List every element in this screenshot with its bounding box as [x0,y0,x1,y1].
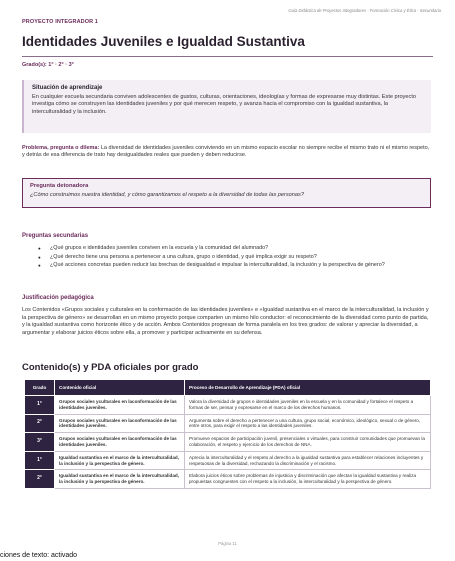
justification-heading: Justificación pedagógica [22,295,94,301]
trigger-text: ¿Cómo construimos nuestra identidad, y cómo garantizamos el respeto a la diversidad de todas las personas? [30,192,304,198]
grade-cell: 1° [25,451,55,470]
pda-cell: Promueve espacios de participación juvenil, presenciales o virtuales, para construir comunidades que promuevan la colaboración, el respeto y ejercicio de los derechos de NNA. [185,433,431,452]
problem-paragraph [22,145,431,160]
situation-heading: Situación de aprendizaje [32,85,103,91]
content-cell: Grupos sociales yculturales en laconformación de las identidades juveniles. [55,414,185,433]
pda-cell: Argumenta sobre el derecho a pertenecer a una cultura, grupo social, económico, ideológico, sexual o de género, entre otros, para exigir el respeto a las identidades juveniles. [185,414,431,433]
pda-cell: Elabora juicios éticos sobre problemas de injusticia y discriminación que afectan la igualdad sustantiva y realiza propuestas congruentes con el respeto a la inclusión, la interculturalidad y la perspectiva de género. [185,470,431,489]
situation-text: En cualquier escuela secundaria conviven adolescentes de gustos, culturas, orientaciones, ideologías y formas de expresarse muy distintas. Este proyecto investiga cómo se construyen las identidades juveniles y por qué merecen respeto, y avanza hacia el compromiso con la igualdad sustantiva, la interculturalidad y la inclusión. [32,94,417,115]
title-divider [22,56,433,57]
justification-text: Los Contenidos «Grupos sociales y culturales en la conformación de las identidades juveniles» e «Igualdad sustantiva en el marco de la interculturalidad, la inclusión y la perspectiva de género» se desarrollan en un mismo proyecto porque comparten un mismo hilo conductor: el reconocimiento de la diversidad como punto de partida, y la igualdad sustantiva como horizonte ético y de acción. Ambos Contenidos progresan de forma paralela en los tres grados: de valorar y apreciar la diversidad, a argumentar y elaborar juicios éticos sobre ella, a promover y participar activamente en su defensa. [22,307,429,336]
content-cell: Igualdad sustantiva en el marco de la interculturalidad, la inclusión y la perspectiva de género. [55,470,185,489]
secondary-questions-list [38,245,428,271]
problem-label: Problema, pregunta o dilema: [22,145,100,151]
content-cell: Grupos sociales yculturales en laconformación de las identidades juveniles. [55,396,185,415]
content-table [24,379,431,489]
project-kicker: PROYECTO INTEGRADOR 1 [22,19,98,25]
table-title: Contenido(s) y PDA oficiales por grado [22,362,199,373]
content-cell: Grupos sociales yculturales en laconformación de las identidades juveniles. [55,433,185,452]
grade-cell: 3° [25,433,55,452]
pda-cell: Valora la diversidad de grupos e identidades juveniles en la escuela y en la comunidad y fortalece el respeto a formas de ser, pensar y expresarse en el marco de los derechos humanos. [185,396,431,415]
table-row [25,396,431,415]
situation-box [22,80,431,133]
trigger-heading: Pregunta detonadora [30,183,89,189]
list-item: ● ¿Qué grupos e identidades juveniles conviven en la escuela y la comunidad del alumnado? [38,245,428,253]
content-cell: Igualdad sustantiva en el marco de la interculturalidad, la inclusión y la perspectiva de género. [55,451,185,470]
page-title: Identidades Juveniles e Igualdad Sustantiva [22,34,305,49]
table-row [25,470,431,489]
problem-text: La diversidad de identidades juveniles conviviendo en un mismo espacio escolar no siempre recibe el mismo trato ni el mismo respeto, y detrás de esa diferencia de trato hay desigualdades reales que pueden y deben reducirse. [22,145,430,159]
secondary-questions-heading: Preguntas secundarias [22,233,89,239]
running-header: Guía Didáctica de Proyectos Integradores - Formación Cívica y Ética - Secundaria [288,8,441,13]
grade-cell: 2° [25,470,55,489]
grade-cell: 2° [25,414,55,433]
table-row [25,451,431,470]
status-overlay-text: ciones de texto: activado [0,552,78,559]
trigger-question-box [22,178,431,208]
grade-line: Grado(s): 1° · 2° · 3° [22,62,74,68]
list-item: ● ¿Qué acciones concretas pueden reducir las brechas de desigualdad e impulsar la interculturalidad, la inclusión y la perspectiva de género? [38,262,428,270]
pda-cell: Aprecia la interculturalidad y el respeto al derecho a la igualdad sustantiva para establecer relaciones incluyentes y respetuosas de la diversidad, rechazando la discriminación y el racismo. [185,451,431,470]
table-row [25,433,431,452]
table-row [25,414,431,433]
grade-cell: 1° [25,396,55,415]
page-footer: Página 11 [218,541,237,546]
table-header-row [25,380,431,396]
header-pda: Proceso de Desarrollo de Aprendizaje (PDA) oficial [185,380,431,396]
header-content: Contenido oficial [55,380,185,396]
header-grade: Grado [25,380,55,396]
list-item: ● ¿Qué derecho tiene una persona a pertenecer a una cultura, grupo o identidad, y qué implica exigir su respeto? [38,254,428,262]
